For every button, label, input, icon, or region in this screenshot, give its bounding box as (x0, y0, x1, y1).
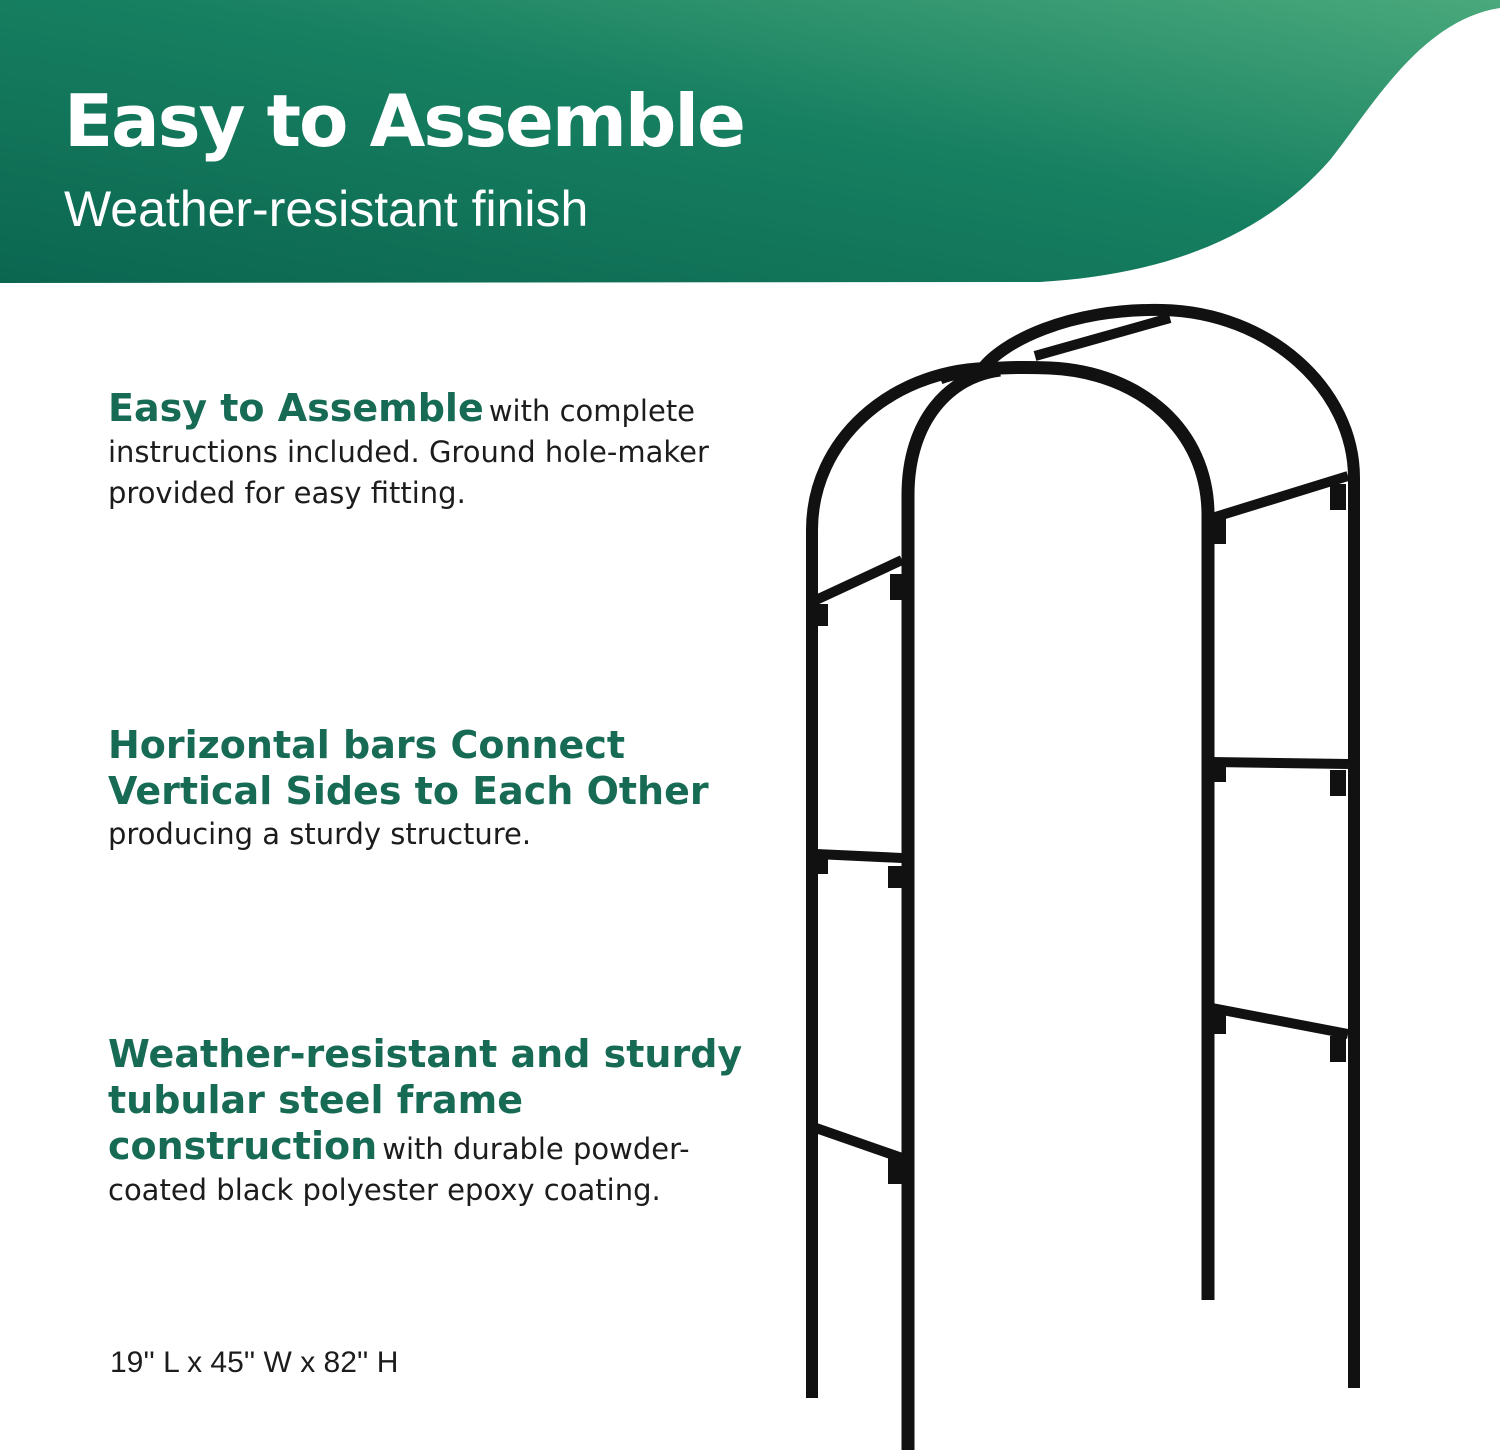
garden-arch-illustration (720, 290, 1480, 1454)
left-crossbar-2 (816, 854, 902, 858)
feature-heading: Horizontal bars Connect Vertical Sides to Each Other (108, 723, 709, 813)
right-crossbar-2 (1212, 762, 1348, 764)
feature-assembly (108, 385, 748, 514)
left-crossbar-1 (816, 560, 902, 600)
right-crossbar-3 (1212, 1008, 1348, 1034)
right-crossbar-1 (1212, 476, 1348, 518)
feature-heading: Easy to Assemble (108, 386, 484, 430)
header-banner (0, 0, 1500, 285)
feature-text: producing a sturdy structure. (108, 817, 532, 851)
feature-text: with complete instructions included. Ground hole-maker provided for easy fitting. (108, 394, 709, 510)
page-title: Easy to Assemble (64, 79, 744, 163)
left-front-post (908, 370, 1000, 1450)
feature-steel-frame (108, 1031, 748, 1211)
page-subtitle: Weather-resistant finish (64, 181, 589, 237)
feature-horizontal-bars (108, 722, 748, 855)
product-dimensions: 19'' L x 45'' W x 82'' H (110, 1346, 399, 1379)
feature-heading: Weather-resistant and sturdy tubular steel frame construction (108, 1032, 743, 1168)
right-front-post (940, 367, 1208, 1300)
back-arch-frame (980, 310, 1354, 1388)
left-crossbar-3 (816, 1128, 902, 1158)
feature-text: with durable powder-coated black polyester epoxy coating. (108, 1132, 690, 1207)
